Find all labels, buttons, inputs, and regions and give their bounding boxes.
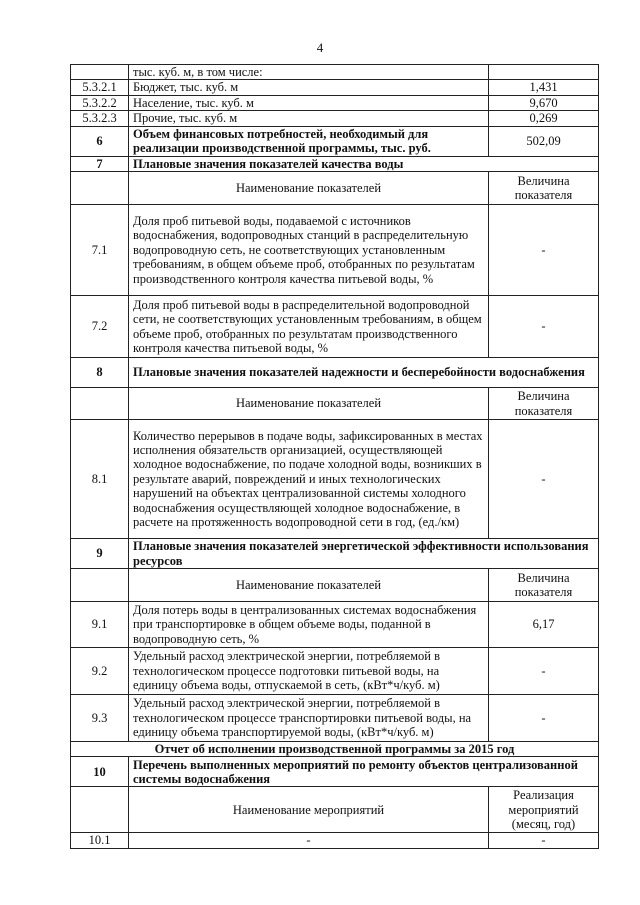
row-value: - <box>489 205 599 296</box>
table-row <box>71 787 599 833</box>
row-number <box>71 172 129 205</box>
row-description: Доля проб питьевой воды, подаваемой с источников водоснабжения, водопроводных станций в распределительную водопроводную сеть, не соответствующих установленным требованиям, в общем объеме проб, отобранных по результатам производственного контроля качества питьевой воды, % <box>129 205 489 296</box>
table-row <box>71 95 599 110</box>
row-value: - <box>489 648 599 695</box>
column-header-name: Наименование показателей <box>129 172 489 205</box>
section-number: 10 <box>71 757 129 787</box>
row-value: 502,09 <box>489 126 599 156</box>
row-number: 10.1 <box>71 833 129 848</box>
row-value: - <box>489 420 599 539</box>
row-value: 6,17 <box>489 602 599 648</box>
table-row <box>71 388 599 420</box>
column-header-value: Величина показателя <box>489 388 599 420</box>
row-number: 7.2 <box>71 296 129 358</box>
row-description: тыс. куб. м, в том числе: <box>129 65 489 80</box>
row-description: Удельный расход электрической энергии, потребляемой в технологическом процессе подготовки питьевой воды, на единицу объема воды, отпускаемой в сеть, (кВт*ч/куб. м) <box>129 648 489 695</box>
table-row <box>71 111 599 126</box>
section-title: Перечень выполненных мероприятий по ремонту объектов централизованной системы водоснабжения <box>129 757 599 787</box>
table-row <box>71 569 599 602</box>
row-value: - <box>489 833 599 848</box>
row-number: 5.3.2.1 <box>71 80 129 95</box>
row-number: 9.1 <box>71 602 129 648</box>
row-description: Удельный расход электрической энергии, потребляемой в технологическом процессе транспортировки питьевой воды, на единицу объема транспортируемой воды, (кВт*ч/куб. м) <box>129 695 489 742</box>
row-number <box>71 388 129 420</box>
table-row <box>71 695 599 742</box>
table-row <box>71 539 599 569</box>
table-row <box>71 648 599 695</box>
row-value: 9,670 <box>489 95 599 110</box>
table-row <box>71 172 599 205</box>
table-row <box>71 126 599 156</box>
column-header-name: Наименование показателей <box>129 388 489 420</box>
section-title: Плановые значения показателей надежности и бесперебойности водоснабжения <box>129 358 599 388</box>
table-row <box>71 296 599 358</box>
section-title: Плановые значения показателей энергетической эффективности использования ресурсов <box>129 539 599 569</box>
section-title: Объем финансовых потребностей, необходимый для реализации производственной программы, тыс. руб. <box>129 126 489 156</box>
row-value: 0,269 <box>489 111 599 126</box>
column-header-value: Величина показателя <box>489 172 599 205</box>
table-row <box>71 80 599 95</box>
column-header-value: Величина показателя <box>489 569 599 602</box>
row-value: - <box>489 695 599 742</box>
row-description: Бюджет, тыс. куб. м <box>129 80 489 95</box>
row-number: 5.3.2.3 <box>71 111 129 126</box>
report-heading: Отчет об исполнении производственной программы за 2015 год <box>71 742 599 757</box>
program-table <box>70 64 599 849</box>
column-header-name: Наименование мероприятий <box>129 787 489 833</box>
row-description: Прочие, тыс. куб. м <box>129 111 489 126</box>
row-value: 1,431 <box>489 80 599 95</box>
column-header-name: Наименование показателей <box>129 569 489 602</box>
page-number: 4 <box>316 40 324 55</box>
row-description: Доля потерь воды в централизованных системах водоснабжения при транспортировке в общем объеме воды, поданной в водопроводную сеть, % <box>129 602 489 648</box>
row-number: 8.1 <box>71 420 129 539</box>
section-number: 8 <box>71 358 129 388</box>
section-title: Плановые значения показателей качества воды <box>129 156 599 171</box>
row-number <box>71 569 129 602</box>
row-number: 9.3 <box>71 695 129 742</box>
table-row <box>71 65 599 80</box>
row-number: 7.1 <box>71 205 129 296</box>
column-header-value: Реализация мероприятий (месяц, год) <box>489 787 599 833</box>
table-row <box>71 833 599 848</box>
table-row <box>71 156 599 171</box>
row-value: - <box>489 296 599 358</box>
row-description: - <box>129 833 489 848</box>
row-description: Количество перерывов в подаче воды, зафиксированных в местах исполнения обязательств организацией, осуществляющей холодное водоснабжение, по подаче холодной воды, возникших в результате аварий, повреждений и иных технологических нарушений на объектах централизованной системы холодного водоснабжения осуществляющей холодное водоснабжение, в расчете на протяженность водопроводной сети в год, (ед./км) <box>129 420 489 539</box>
table-row <box>71 602 599 648</box>
table-row <box>71 420 599 539</box>
table-row <box>71 757 599 787</box>
section-number: 6 <box>71 126 129 156</box>
row-description: Доля проб питьевой воды в распределительной водопроводной сети, не соответствующих установленным требованиям, в общем объеме проб, отобранных по результатам производственного контроля качества питьевой воды, % <box>129 296 489 358</box>
table-row <box>71 358 599 388</box>
row-number <box>71 787 129 833</box>
table-row <box>71 742 599 757</box>
table-row <box>71 205 599 296</box>
row-number <box>71 65 129 80</box>
row-value <box>489 65 599 80</box>
row-number: 5.3.2.2 <box>71 95 129 110</box>
row-description: Население, тыс. куб. м <box>129 95 489 110</box>
row-number: 9.2 <box>71 648 129 695</box>
section-number: 7 <box>71 156 129 171</box>
section-number: 9 <box>71 539 129 569</box>
